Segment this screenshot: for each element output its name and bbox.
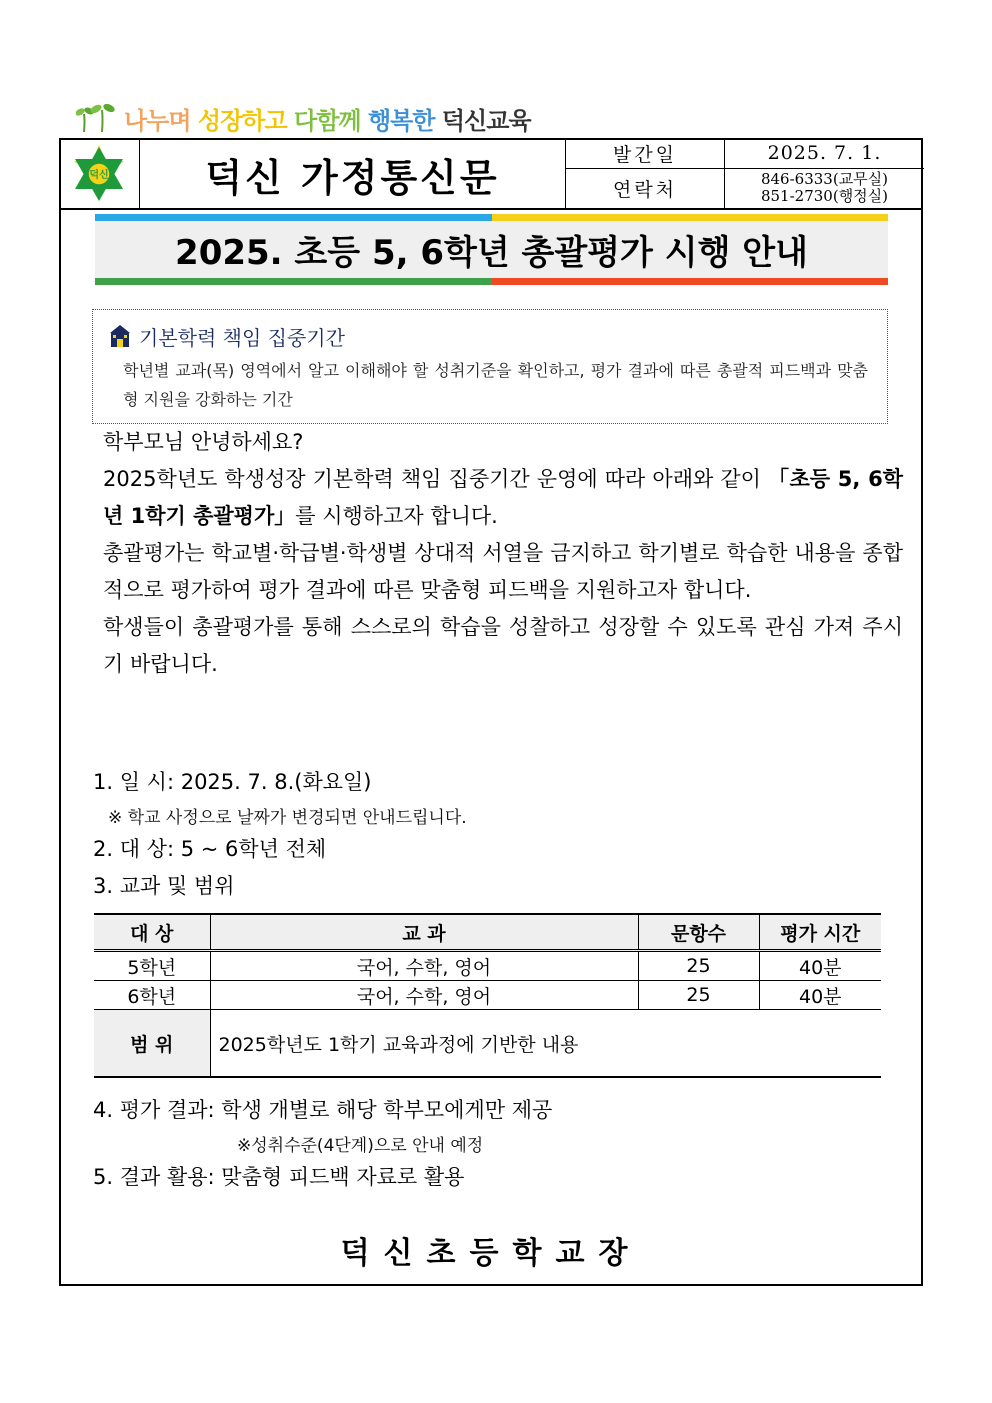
item-target: 2. 대 상: 5 ~ 6학년 전체 — [93, 837, 327, 861]
table-row — [94, 981, 881, 1010]
sprout-icon — [76, 102, 120, 134]
item-date: 1. 일 시: 2025. 7. 8.(화요일) — [93, 770, 372, 794]
table-cell: 25 — [638, 981, 759, 1010]
item-results: 4. 평가 결과: 학생 개별로 해당 학부모에게만 제공 — [93, 1098, 553, 1122]
issue-info — [565, 138, 923, 210]
scope-label: 범 위 — [94, 1010, 210, 1078]
paragraph-1 — [93, 461, 903, 535]
table-cell: 40분 — [759, 951, 881, 981]
subjects-table — [94, 913, 881, 1078]
notice-title: 기본학력 책임 집중기간 — [139, 326, 345, 350]
scope-value: 2025학년도 1학기 교육과정에 기반한 내용 — [210, 1010, 881, 1078]
newsletter-title: 덕신 가정통신문 — [205, 154, 500, 200]
slogan-part-2: 성장하고 — [197, 106, 295, 135]
table-header: 교 과 — [210, 914, 638, 951]
contact-academic-office: 846-6333(교무실) — [760, 170, 889, 188]
slogan-part-1: 나누며 — [124, 106, 198, 135]
table-cell: 국어, 수학, 영어 — [210, 951, 638, 981]
headline-title: 2025. 초등 5, 6학년 총괄평가 시행 안내 — [175, 233, 808, 273]
table-cell: 6학년 — [94, 981, 210, 1010]
slogan-part-3: 다함께 — [294, 106, 368, 135]
table-header: 평가 시간 — [759, 914, 881, 951]
school-emblem-icon — [68, 143, 130, 205]
notice-body: 학년별 교과(목) 영역에서 알고 이해해야 할 성취기준을 확인하고, 평가 결과에 따른 총괄적 피드백과 맞춤형 지원을 강화하는 기간 — [123, 361, 868, 409]
slogan-part-4: 행복한 — [367, 106, 442, 135]
item-date-note: ※ 학교 사정으로 날짜가 변경되면 안내드립니다. — [108, 808, 467, 828]
table-cell: 5학년 — [94, 951, 210, 981]
school-slogan — [76, 100, 531, 136]
headline-banner — [95, 214, 888, 285]
logo-text: 덕신 — [89, 170, 109, 181]
table-row — [94, 951, 881, 981]
school-logo — [59, 138, 140, 210]
principal-signature: 덕신초등학교장 — [340, 1236, 642, 1271]
table-header: 대 상 — [94, 914, 210, 951]
item-usage: 5. 결과 활용: 맞춤형 피드백 자료로 활용 — [93, 1165, 465, 1189]
slogan-part-5: 덕신교육 — [441, 106, 531, 135]
contact-values — [725, 168, 924, 208]
table-cell: 국어, 수학, 영어 — [210, 981, 638, 1010]
item-subjects: 3. 교과 및 범위 — [93, 874, 235, 898]
table-header: 문항수 — [638, 914, 759, 951]
notice-box — [92, 309, 888, 424]
contact-admin-office: 851-2730(행정실) — [760, 187, 889, 205]
issue-date-value: 2025. 7. 1. — [767, 142, 882, 164]
table-cell: 40분 — [759, 981, 881, 1010]
item-results-note: ※성취수준(4단계)으로 안내 예정 — [237, 1136, 484, 1156]
greeting: 학부모님 안녕하세요? — [103, 430, 304, 454]
paragraph-3: 학생들이 총괄평가를 통해 스스로의 학습을 성찰하고 성장할 수 있도록 관심 가져 주시기 바랍니다. — [103, 615, 903, 676]
paragraph-1-text: 2025학년도 학생성장 기본학력 책임 집중기간 운영에 따라 아래와 같이 — [103, 467, 769, 491]
table-cell: 25 — [638, 951, 759, 981]
table-header-row — [94, 914, 881, 951]
letter-body — [93, 424, 903, 683]
contact-label: 연락처 — [566, 168, 725, 208]
issue-date-label: 발간일 — [566, 138, 725, 168]
paragraph-1-emphasis: 「초등 5, 6학년 1학기 총괄평가」 — [103, 467, 903, 528]
school-building-icon — [109, 325, 131, 349]
paragraph-2: 총괄평가는 학교별·학급별·학생별 상대적 서열을 금지하고 학기별로 학습한 내용을 종합적으로 평가하여 평가 결과에 따른 맞춤형 피드백을 지원하고자 합니다. — [103, 541, 903, 602]
paragraph-1-end: 를 시행하고자 합니다. — [295, 504, 498, 528]
table-scope-row — [94, 1010, 881, 1078]
